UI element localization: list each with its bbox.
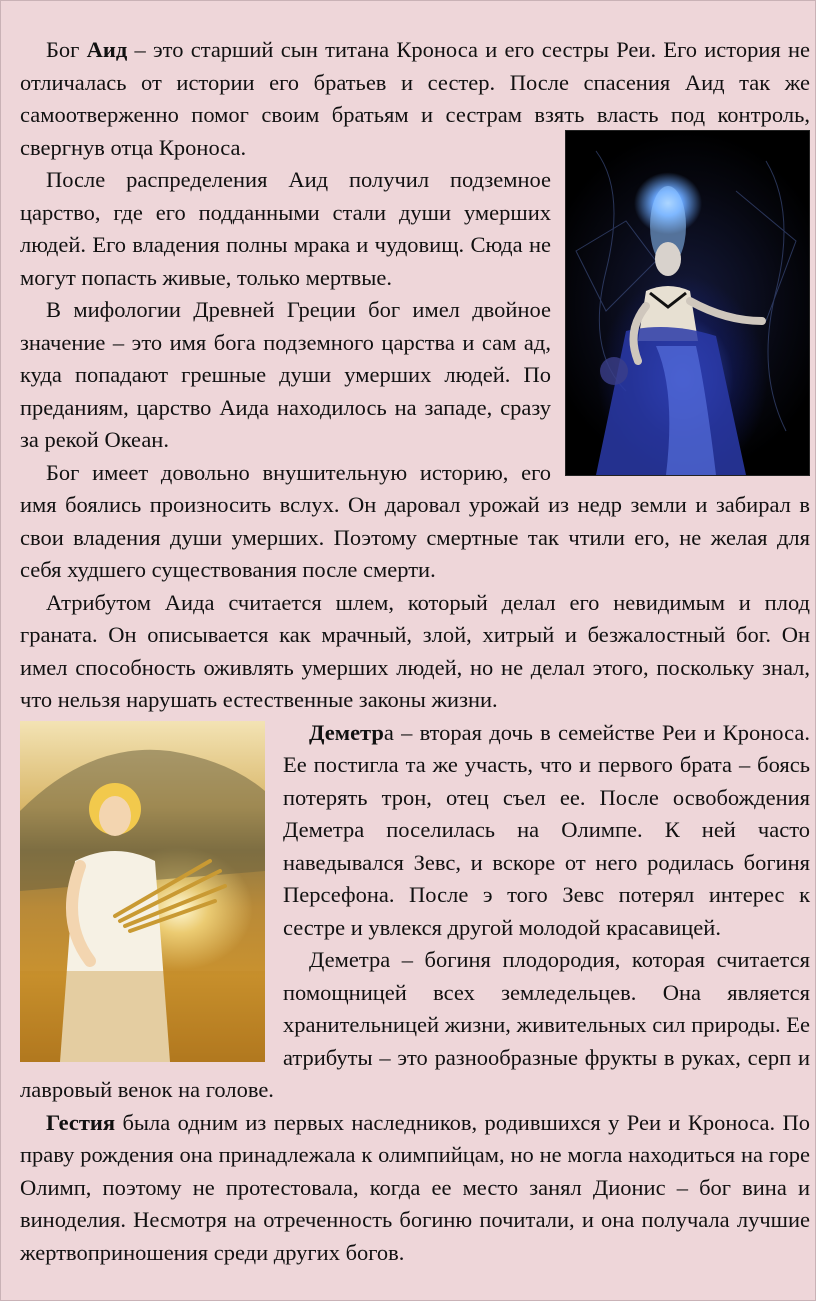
name-demeter: Деметр [309,719,384,745]
paragraph-hestia: Гестия была одним из первых наследников, родившихся у Реи и Кроноса. По праву рождения она принадлежала к олимпийцам, но не могла находиться на горе Олимп, поэтому не протестовала, когда ее место занял Дионис – бог вина и виноделия. Несмотря на отреченность богиню почитали, и она получала лучшие жертвоприношения среди других богов. [20,1109,810,1265]
paragraph-hades-mythology: В мифологии Древней Греции бог имел двойное значение – это имя бога подземного царства и сам ад, куда попадают грешные души умерших людей. По преданиям, царство Аида находилось на западе, сразу за рекой Океан. [20,297,551,452]
article-body [20,34,810,1269]
paragraph-hades-attributes: Атрибутом Аида считается шлем, который делал его невидимым и плод граната. Он описывается как мрачный, злой, хитрый и безжалостный бог. Он имел способность оживлять умерших людей, но не делал этого, поскольку знал, что нельзя нарушать естественные законы жизни. [20,589,810,712]
demeter-illustration [20,721,265,1062]
paragraph-hades-history: Бог имеет довольно внушительную историю, его имя боялись произносить вслух. Он даровал урожай из недр земли и забирал в свои владения души умерших. Поэтому смертные так чтили его, не желая для себя худшего существования после смерти. [20,459,810,582]
paragraph-demeter-intro: Деметра – вторая дочь в семействе Реи и Кроноса. Ее постигла та же участь, что и первого брата – боясь потерять трон, отец съел ее. После освобождения Деметра поселилась на Олимпе. К ней часто наведывался Зевс, и вскоре от него родилась богиня Персефона. После э того Зевс потерял интерес к сестре и увлекся другой молодой красавицей. [283,719,810,940]
name-hestia: Гестия [46,1109,116,1135]
name-hades: Аид [86,37,128,62]
paragraph-hades-realm: После распределения Аид получил подземное царство, где его подданными стали души умерших людей. Его владения полны мрака и чудовищ. Сюда не могут попасть живые, только мертвые. [20,167,551,290]
hades-illustration [565,130,810,476]
demeter-figure-icon [20,721,265,1062]
paragraph-demeter-fertility: Деметра – богиня плодородия, которая считается помощницей всех земледельцев. Она является хранительницей жизни, живительных сил природы. Ее атрибуты – это разнообразные фрукты в руках, серп и лавровый венок на голове. [20,947,810,1102]
paragraph-hades-intro: Бог Аид – это старший сын титана Кроноса и его сестры Реи. Его история не отличалась от истории его братьев и сестер. После спасения Аид так же самоотверженно помог своим братьям и сестрам взять власть под контроль, свергнув отца Кроноса. [20,37,810,160]
hades-figure-icon [566,131,809,475]
